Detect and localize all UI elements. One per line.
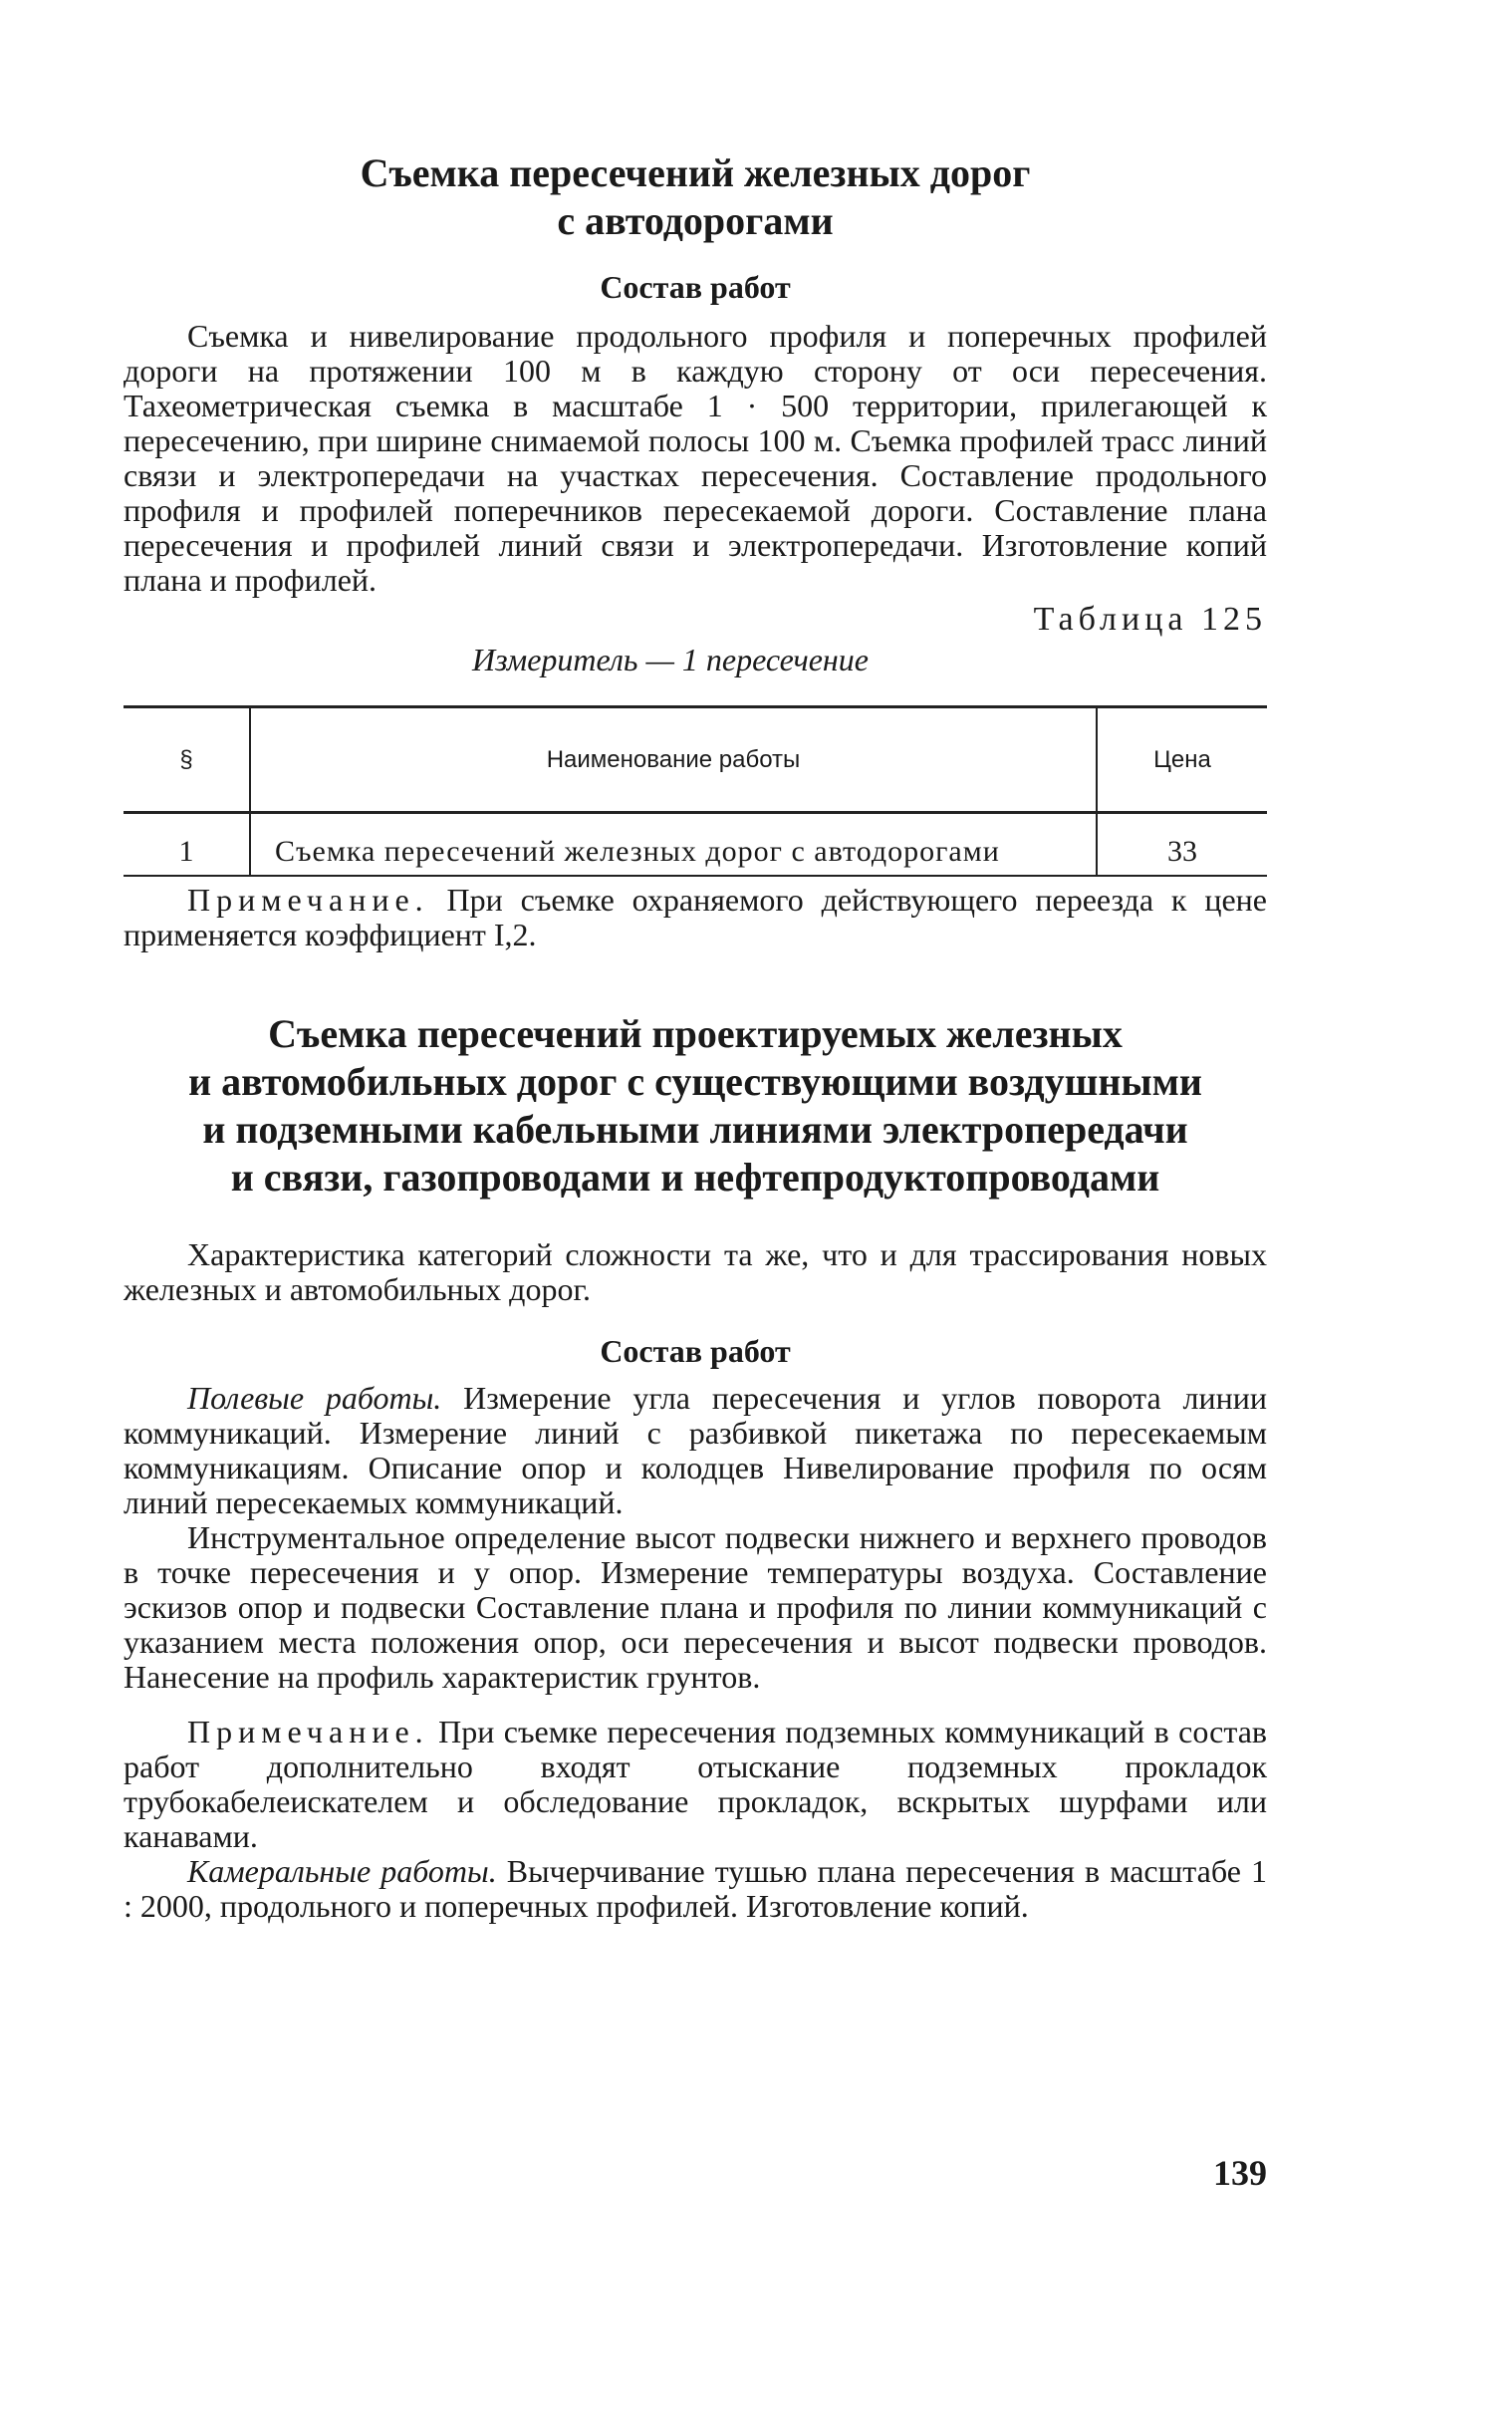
- page-content: [124, 149, 1267, 1924]
- section2-note-word: Примечание.: [187, 1714, 429, 1749]
- header-section-sign: §: [124, 707, 250, 813]
- section2-title-line1: Съемка пересечений проектируемых железных: [268, 1011, 1123, 1056]
- field-works-text: Измерение угла пересечения и углов поворота линии коммуникаций. Измерение линий с разбивкой пикетажа по пересекаемым коммуникациям. Описание опор и колодцев Нивелирование профиля по осям линий пересекаемых коммуникаций.: [124, 1380, 1267, 1520]
- section1-works-heading: Состав работ: [600, 269, 791, 305]
- section2-title: [124, 1010, 1267, 1202]
- table-number: Таблица 125: [1033, 601, 1267, 638]
- section2-title-line4: и связи, газопроводами и нефтепродуктопроводами: [230, 1155, 1160, 1200]
- section2-note-text: При съемке пересечения подземных коммуникаций в состав работ дополнительно входят отыскание подземных прокладок трубокабелеискателем и обследование прокладок, вскрытых шурфами или канавами.: [124, 1714, 1268, 1854]
- section1-title-line2: с автодорогами: [557, 198, 834, 243]
- section2-characteristics: Характеристика категорий сложности та же, что и для трассирования новых железных и автомобильных дорог.: [124, 1236, 1267, 1307]
- office-works-label: Камеральные работы.: [187, 1853, 497, 1889]
- section2-title-line3: и подземными кабельными линиями электропередачи: [202, 1107, 1188, 1152]
- section1-note-word: Примечание.: [187, 882, 429, 918]
- section2-note: [124, 1715, 1267, 1854]
- section1-note: [124, 883, 1267, 952]
- table-label-row: [124, 600, 1267, 683]
- table-measure: Измеритель — 1 пересечение: [472, 642, 869, 677]
- section1-title: [124, 149, 1267, 245]
- section2-field-works: [124, 1381, 1267, 1520]
- row-price: 33: [1097, 813, 1267, 877]
- section1-title-line1: Съемка пересечений железных дорог: [360, 150, 1031, 195]
- row-number: 1: [124, 813, 250, 877]
- section2-instrumental: Инструментальное определение высот подвески нижнего и верхнего проводов в точке пересечения и у опор. Измерение температуры воздуха. Составление эскизов опор и подвески Составление плана и профиля по линии коммуникаций с указанием места положения опор, оси пересечения и высот подвески проводов. Нанесение на профиль характеристик грунтов.: [124, 1519, 1267, 1695]
- page-number: 139: [1213, 2153, 1267, 2193]
- section1-note-text: При съемке охраняемого действующего переезда к цене применяется коэффициент I,2.: [124, 882, 1268, 952]
- row-work-name: Съемка пересечений железных дорог с автодорогами: [250, 813, 1097, 877]
- header-work-name: Наименование работы: [250, 707, 1097, 813]
- price-table: [124, 705, 1267, 877]
- section1-works-text: Съемка и нивелирование продольного профиля и поперечных профилей дороги на протяжении 100 м в каждую сторону от оси пересечения. Тахеометрическая съемка в масштабе 1 · 500 территории, прилегающей к пересечению, при ширине снимаемой полосы 100 м. Съемка профилей трасс линий связи и электропередачи на участках пересечения. Составление продольного профиля и профилей поперечников пересекаемой дороги. Составление плана пересечения и профилей линий связи и электропередачи. Изготовление копий плана и профилей.: [124, 318, 1267, 598]
- table-header-row: [124, 707, 1267, 813]
- field-works-label: Полевые работы.: [187, 1380, 442, 1416]
- section2-title-line2: и автомобильных дорог с существующими воздушными: [188, 1059, 1202, 1104]
- table-row: [124, 813, 1267, 877]
- header-price: Цена: [1097, 707, 1267, 813]
- section2-works-heading: Состав работ: [600, 1333, 791, 1369]
- office-works-text: Вычерчивание тушью плана пересечения в масштабе 1 : 2000, продольного и поперечных профилей. Изготовление копий.: [124, 1853, 1267, 1924]
- section2-office-works: [124, 1854, 1267, 1924]
